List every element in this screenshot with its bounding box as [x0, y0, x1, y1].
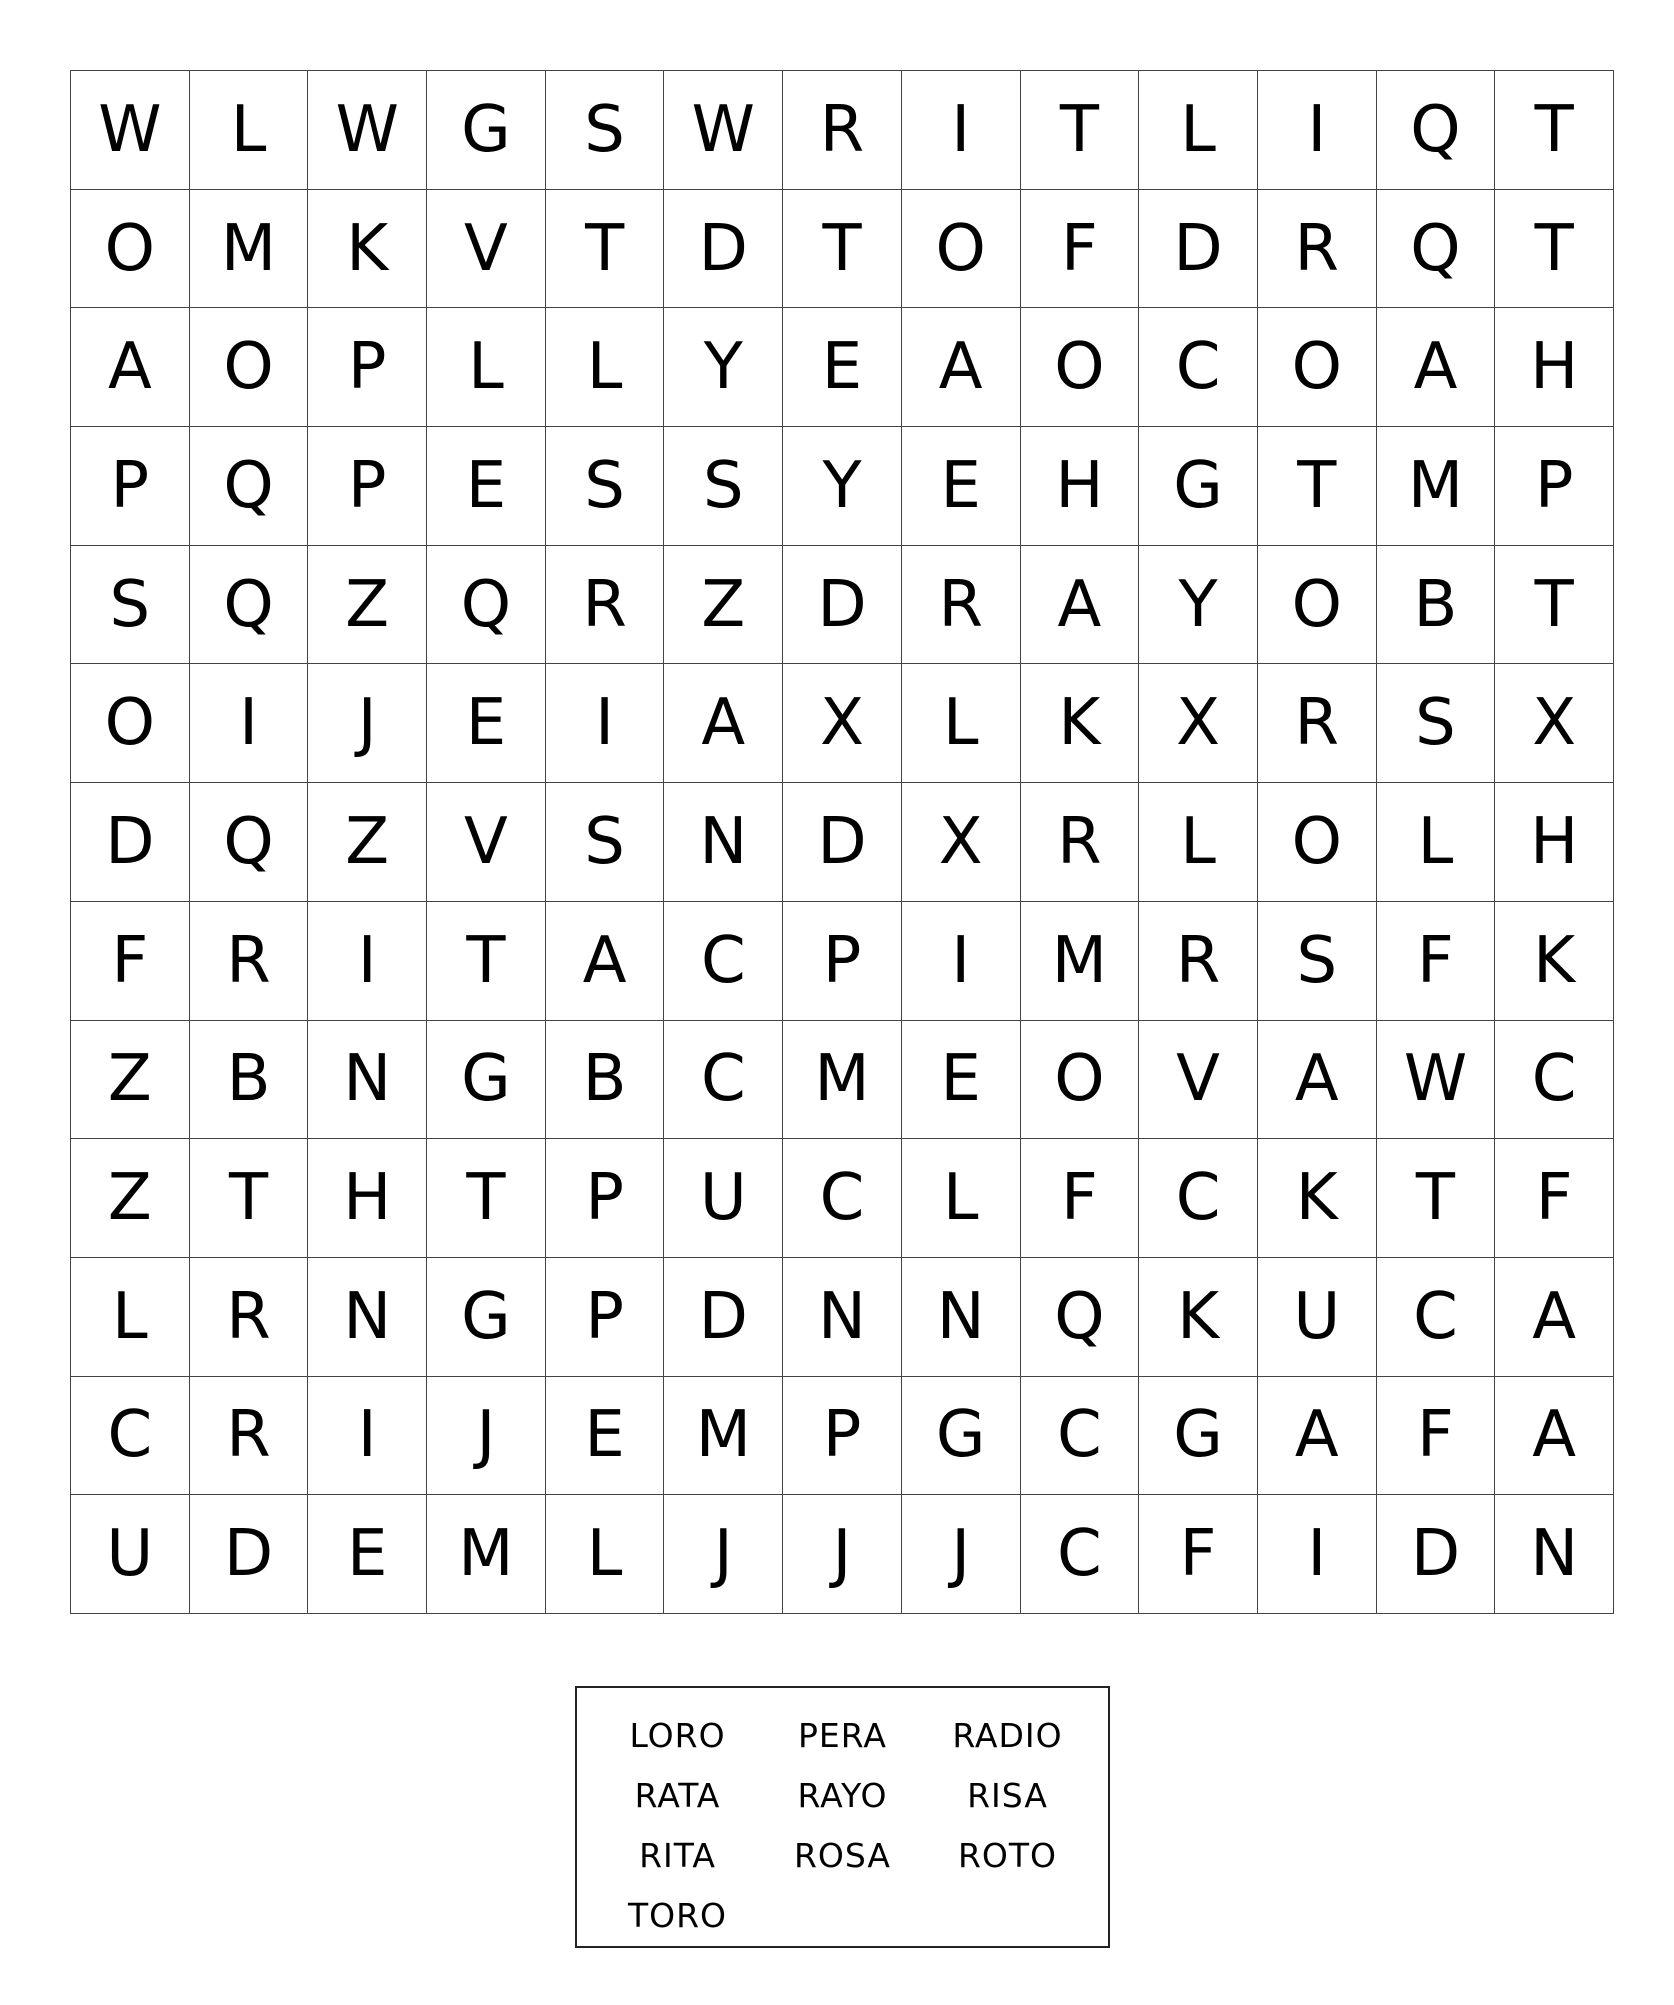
grid-cell[interactable]: G — [902, 1377, 1021, 1496]
word-list-item: PERA — [798, 1716, 887, 1755]
grid-cell[interactable]: K — [1258, 1139, 1377, 1258]
grid-cell[interactable]: A — [71, 308, 190, 427]
grid-cell[interactable]: L — [190, 71, 309, 190]
grid-cell[interactable]: P — [546, 1139, 665, 1258]
grid-cell[interactable]: I — [1258, 1495, 1377, 1614]
grid-cell[interactable]: V — [427, 783, 546, 902]
grid-cell[interactable]: U — [71, 1495, 190, 1614]
grid-cell[interactable]: P — [308, 308, 427, 427]
grid-cell[interactable]: T — [427, 902, 546, 1021]
grid-cell[interactable]: S — [664, 427, 783, 546]
grid-cell[interactable]: C — [1139, 308, 1258, 427]
grid-cell[interactable]: P — [308, 427, 427, 546]
grid-cell[interactable]: J — [783, 1495, 902, 1614]
word-list-item: RITA — [639, 1836, 716, 1875]
grid-cell[interactable]: B — [1377, 546, 1496, 665]
grid-cell[interactable]: J — [664, 1495, 783, 1614]
grid-cell[interactable]: F — [1021, 190, 1140, 309]
grid-cell[interactable]: L — [902, 664, 1021, 783]
grid-cell[interactable]: X — [1495, 664, 1614, 783]
grid-cell[interactable]: S — [71, 546, 190, 665]
word-list-box — [575, 1686, 1110, 1948]
grid-cell[interactable]: R — [190, 902, 309, 1021]
word-list-item: RAYO — [797, 1776, 888, 1815]
grid-cell[interactable]: E — [427, 664, 546, 783]
grid-cell[interactable]: R — [1258, 664, 1377, 783]
grid-cell[interactable]: E — [902, 1021, 1021, 1140]
grid-cell[interactable]: P — [1495, 427, 1614, 546]
grid-cell[interactable]: I — [546, 664, 665, 783]
grid-cell[interactable]: W — [71, 71, 190, 190]
grid-cell[interactable]: O — [71, 190, 190, 309]
grid-cell[interactable]: R — [546, 546, 665, 665]
grid-cell[interactable]: C — [664, 902, 783, 1021]
grid-cell[interactable]: D — [190, 1495, 309, 1614]
grid-cell[interactable]: Q — [1021, 1258, 1140, 1377]
grid-cell[interactable]: O — [1021, 1021, 1140, 1140]
grid-cell[interactable]: C — [1377, 1258, 1496, 1377]
grid-cell[interactable]: S — [1377, 664, 1496, 783]
grid-cell[interactable]: K — [1139, 1258, 1258, 1377]
grid-cell[interactable]: T — [783, 190, 902, 309]
grid-cell[interactable]: Z — [71, 1021, 190, 1140]
grid-cell[interactable]: I — [308, 902, 427, 1021]
word-list-item: RISA — [967, 1776, 1048, 1815]
grid-cell[interactable]: Q — [1377, 71, 1496, 190]
grid-cell[interactable]: D — [71, 783, 190, 902]
grid-cell[interactable]: E — [783, 308, 902, 427]
grid-cell[interactable]: X — [783, 664, 902, 783]
grid-cell[interactable]: A — [902, 308, 1021, 427]
grid-cell[interactable]: I — [190, 664, 309, 783]
grid-cell[interactable]: E — [902, 427, 1021, 546]
grid-cell[interactable]: Y — [664, 308, 783, 427]
grid-cell[interactable]: M — [427, 1495, 546, 1614]
grid-cell[interactable]: P — [71, 427, 190, 546]
grid-cell[interactable]: G — [427, 71, 546, 190]
grid-cell[interactable]: F — [1377, 902, 1496, 1021]
grid-cell[interactable]: S — [546, 783, 665, 902]
grid-cell[interactable]: H — [1495, 308, 1614, 427]
grid-cell[interactable]: N — [308, 1021, 427, 1140]
word-list-item: RATA — [634, 1776, 721, 1815]
grid-cell[interactable]: B — [546, 1021, 665, 1140]
grid-cell[interactable]: M — [783, 1021, 902, 1140]
grid-cell[interactable]: A — [546, 902, 665, 1021]
grid-cell[interactable]: O — [1258, 546, 1377, 665]
grid-cell[interactable]: C — [664, 1021, 783, 1140]
grid-cell[interactable]: N — [664, 783, 783, 902]
grid-cell[interactable]: C — [1495, 1021, 1614, 1140]
grid-cell[interactable]: N — [308, 1258, 427, 1377]
grid-cell[interactable]: T — [1495, 71, 1614, 190]
grid-cell[interactable]: A — [1377, 308, 1496, 427]
grid-cell[interactable]: X — [902, 783, 1021, 902]
grid-cell[interactable]: X — [1139, 664, 1258, 783]
grid-cell[interactable]: J — [902, 1495, 1021, 1614]
word-list-item: LORO — [629, 1716, 726, 1755]
grid-cell[interactable]: I — [1258, 71, 1377, 190]
grid-cell[interactable]: I — [902, 71, 1021, 190]
grid-cell[interactable]: C — [71, 1377, 190, 1496]
grid-cell[interactable]: O — [190, 308, 309, 427]
word-list — [595, 1706, 1090, 1946]
grid-cell[interactable]: R — [783, 71, 902, 190]
grid-cell[interactable]: Q — [190, 783, 309, 902]
grid-cell[interactable]: A — [1258, 1021, 1377, 1140]
grid-cell[interactable]: A — [1021, 546, 1140, 665]
grid-cell[interactable]: H — [1021, 427, 1140, 546]
grid-cell[interactable]: L — [427, 308, 546, 427]
grid-cell[interactable]: T — [190, 1139, 309, 1258]
grid-cell[interactable]: R — [190, 1377, 309, 1496]
grid-cell[interactable]: C — [783, 1139, 902, 1258]
grid-cell[interactable]: N — [1495, 1495, 1614, 1614]
grid-cell[interactable]: F — [1495, 1139, 1614, 1258]
grid-cell[interactable]: A — [1495, 1258, 1614, 1377]
letter-grid — [70, 70, 1614, 1614]
grid-cell[interactable]: D — [783, 546, 902, 665]
grid-cell[interactable]: S — [546, 71, 665, 190]
word-list-item: ROTO — [957, 1836, 1058, 1875]
grid-cell[interactable]: D — [783, 783, 902, 902]
grid-cell[interactable]: J — [427, 1377, 546, 1496]
grid-cell[interactable]: G — [427, 1021, 546, 1140]
grid-cell[interactable]: P — [783, 902, 902, 1021]
grid-cell[interactable]: Z — [308, 546, 427, 665]
grid-cell[interactable]: O — [1258, 783, 1377, 902]
grid-cell[interactable]: O — [1258, 308, 1377, 427]
grid-cell[interactable]: G — [427, 1258, 546, 1377]
grid-cell[interactable]: H — [308, 1139, 427, 1258]
word-list-item: TORO — [627, 1896, 728, 1935]
grid-cell[interactable]: Q — [190, 427, 309, 546]
grid-cell[interactable]: T — [1495, 190, 1614, 309]
grid-cell[interactable]: C — [1021, 1495, 1140, 1614]
grid-cell[interactable]: R — [190, 1258, 309, 1377]
grid-cell[interactable]: L — [1139, 783, 1258, 902]
grid-cell[interactable]: E — [427, 427, 546, 546]
grid-cell[interactable]: Q — [1377, 190, 1496, 309]
grid-cell[interactable]: R — [1021, 783, 1140, 902]
grid-cell[interactable]: L — [1377, 783, 1496, 902]
grid-cell[interactable]: F — [1021, 1139, 1140, 1258]
grid-cell[interactable]: R — [1258, 190, 1377, 309]
grid-cell[interactable]: S — [546, 427, 665, 546]
grid-cell[interactable]: G — [1139, 427, 1258, 546]
grid-cell[interactable]: M — [1021, 902, 1140, 1021]
grid-cell[interactable]: V — [427, 190, 546, 309]
grid-cell[interactable]: C — [1021, 1377, 1140, 1496]
grid-cell[interactable]: A — [1258, 1377, 1377, 1496]
grid-cell[interactable]: D — [664, 1258, 783, 1377]
grid-cell[interactable]: H — [1495, 783, 1614, 902]
grid-cell[interactable]: L — [902, 1139, 1021, 1258]
grid-cell[interactable]: Z — [308, 783, 427, 902]
grid-cell[interactable]: K — [308, 190, 427, 309]
grid-cell[interactable]: O — [1021, 308, 1140, 427]
grid-cell[interactable]: R — [902, 546, 1021, 665]
grid-cell[interactable]: A — [1495, 1377, 1614, 1496]
grid-cell[interactable]: Z — [71, 1139, 190, 1258]
grid-cell[interactable]: U — [664, 1139, 783, 1258]
grid-cell[interactable]: E — [308, 1495, 427, 1614]
grid-cell[interactable]: Y — [1139, 546, 1258, 665]
grid-cell[interactable]: D — [1139, 190, 1258, 309]
grid-cell[interactable]: Z — [664, 546, 783, 665]
grid-cell[interactable]: J — [308, 664, 427, 783]
grid-cell[interactable]: W — [1377, 1021, 1496, 1140]
grid-cell[interactable]: I — [902, 902, 1021, 1021]
grid-cell[interactable]: K — [1495, 902, 1614, 1021]
grid-cell[interactable]: B — [190, 1021, 309, 1140]
grid-cell[interactable]: G — [1139, 1377, 1258, 1496]
grid-cell[interactable]: O — [71, 664, 190, 783]
grid-cell[interactable]: F — [71, 902, 190, 1021]
grid-cell[interactable]: P — [546, 1258, 665, 1377]
grid-cell[interactable]: L — [546, 308, 665, 427]
grid-cell[interactable]: W — [664, 71, 783, 190]
grid-cell[interactable]: V — [1139, 1021, 1258, 1140]
grid-cell[interactable]: M — [190, 190, 309, 309]
grid-cell[interactable]: A — [664, 664, 783, 783]
grid-cell[interactable]: D — [664, 190, 783, 309]
grid-cell[interactable]: C — [1139, 1139, 1258, 1258]
grid-cell[interactable]: Y — [783, 427, 902, 546]
grid-cell[interactable]: T — [1377, 1139, 1496, 1258]
grid-cell[interactable]: F — [1377, 1377, 1496, 1496]
grid-cell[interactable]: N — [902, 1258, 1021, 1377]
grid-cell[interactable]: Q — [190, 546, 309, 665]
grid-cell[interactable]: M — [1377, 427, 1496, 546]
grid-cell[interactable]: L — [546, 1495, 665, 1614]
grid-cell[interactable]: R — [1139, 902, 1258, 1021]
grid-cell[interactable]: T — [427, 1139, 546, 1258]
grid-cell[interactable]: I — [308, 1377, 427, 1496]
grid-cell[interactable]: T — [1021, 71, 1140, 190]
grid-cell[interactable]: F — [1139, 1495, 1258, 1614]
grid-cell[interactable]: K — [1021, 664, 1140, 783]
grid-cell[interactable]: T — [1495, 546, 1614, 665]
grid-cell[interactable]: E — [546, 1377, 665, 1496]
grid-cell[interactable]: W — [308, 71, 427, 190]
word-list-item: ROSA — [793, 1836, 892, 1875]
grid-cell[interactable]: O — [902, 190, 1021, 309]
grid-cell[interactable]: D — [1377, 1495, 1496, 1614]
grid-cell[interactable]: Q — [427, 546, 546, 665]
grid-cell[interactable]: U — [1258, 1258, 1377, 1377]
grid-cell[interactable]: N — [783, 1258, 902, 1377]
grid-cell[interactable]: S — [1258, 902, 1377, 1021]
grid-cell[interactable]: T — [1258, 427, 1377, 546]
grid-cell[interactable]: P — [783, 1377, 902, 1496]
grid-cell[interactable]: T — [546, 190, 665, 309]
grid-cell[interactable]: M — [664, 1377, 783, 1496]
grid-cell[interactable]: L — [71, 1258, 190, 1377]
grid-cell[interactable]: L — [1139, 71, 1258, 190]
word-list-item: RADIO — [952, 1716, 1063, 1755]
